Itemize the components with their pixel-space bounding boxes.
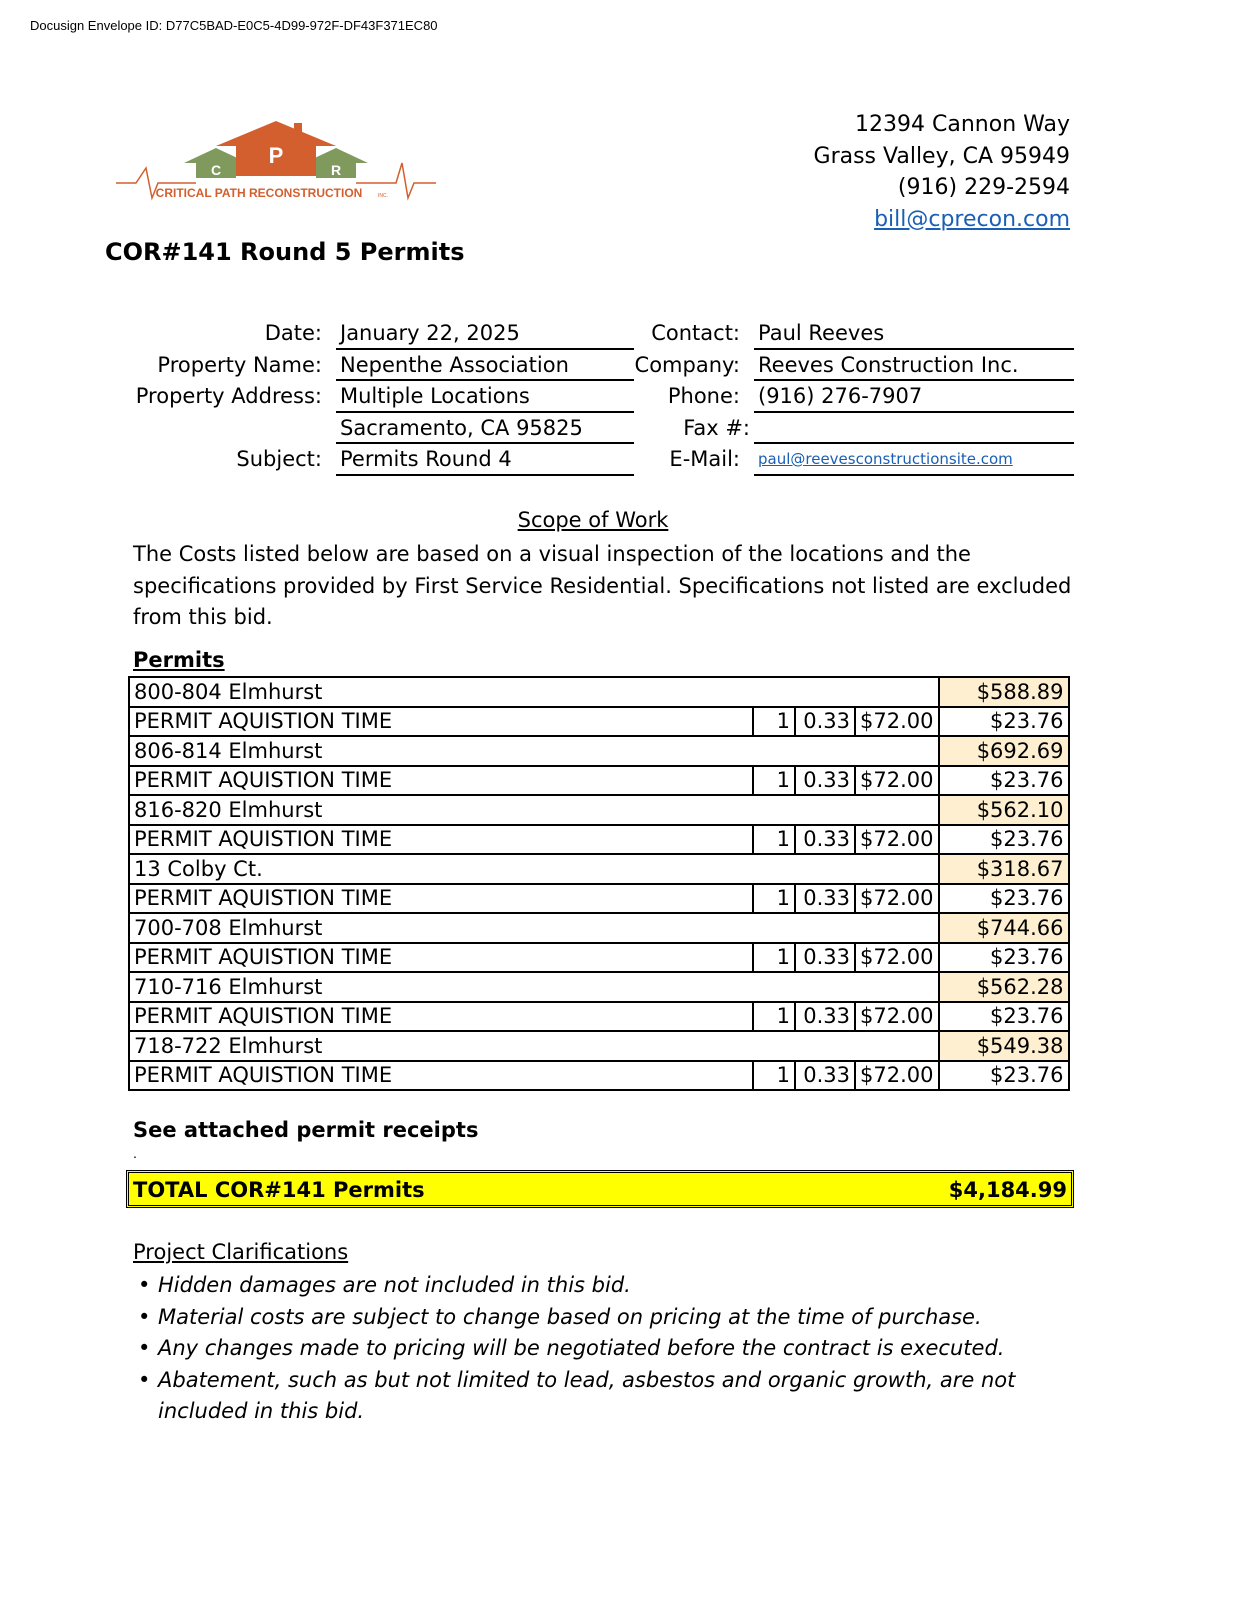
subject-label: Subject: <box>236 447 322 471</box>
contact-value: Paul Reeves <box>754 318 1074 350</box>
logo-letter-p: P <box>268 143 284 168</box>
table-row <box>129 884 1069 914</box>
date-label: Date: <box>264 321 322 345</box>
property-name-value: Nepenthe Association <box>336 350 634 382</box>
fax-value <box>754 413 1074 445</box>
clarification-text: Abatement, such as but not limited to lead, asbestos and organic growth, are not included in this bid. <box>158 1367 1016 1423</box>
scope-title: Scope of Work <box>517 508 669 532</box>
logo-letter-c: C <box>210 162 222 178</box>
phone-label: Phone: <box>667 384 740 408</box>
location-name: 718-722 Elmhurst <box>129 1031 939 1061</box>
bullet-icon: • <box>138 1304 151 1329</box>
table-row <box>129 766 1069 796</box>
document-title: COR#141 Round 5 Permits <box>105 238 465 266</box>
property-address-label: Property Address: <box>135 384 322 408</box>
bullet-icon: • <box>138 1336 151 1360</box>
phone-value: (916) 276-7907 <box>754 381 1074 413</box>
clarification-text: Material costs are subject to change based on pricing at the time of purchase. <box>158 1304 982 1329</box>
clarifications-list <box>133 1270 1073 1428</box>
company-logo <box>116 118 436 208</box>
table-row <box>129 1002 1069 1032</box>
item-description: PERMIT AQUISTION TIME <box>129 825 753 855</box>
total-label: TOTAL COR#141 Permits <box>133 1178 425 1202</box>
total-amount: $4,184.99 <box>948 1178 1067 1202</box>
item-hours: 0.33 <box>795 1002 855 1032</box>
item-description: PERMIT AQUISTION TIME <box>129 884 753 914</box>
dot-mark: . <box>133 1145 137 1161</box>
item-description: PERMIT AQUISTION TIME <box>129 1061 753 1091</box>
table-row <box>129 707 1069 737</box>
location-amount: $549.38 <box>939 1031 1069 1061</box>
item-hours: 0.33 <box>795 884 855 914</box>
item-rate: $72.00 <box>855 707 939 737</box>
location-name: 800-804 Elmhurst <box>129 677 939 707</box>
clarification-item <box>133 1270 1073 1302</box>
clarification-item <box>133 1302 1073 1334</box>
address-email-link[interactable]: bill@cprecon.com <box>874 206 1070 232</box>
item-quantity: 1 <box>753 825 795 855</box>
contact-email-link[interactable]: paul@reevesconstructionsite.com <box>754 444 1074 476</box>
item-hours: 0.33 <box>795 943 855 973</box>
item-description: PERMIT AQUISTION TIME <box>129 943 753 973</box>
table-row <box>129 825 1069 855</box>
location-name: 806-814 Elmhurst <box>129 736 939 766</box>
address-phone: (916) 229-2594 <box>897 175 1070 200</box>
clarification-text: Any changes made to pricing will be negotiated before the contract is executed. <box>158 1336 1005 1360</box>
table-row <box>129 972 1069 1002</box>
address-city: Grass Valley, CA 95949 <box>813 143 1070 169</box>
item-quantity: 1 <box>753 1061 795 1091</box>
item-amount: $23.76 <box>939 943 1069 973</box>
location-name: 700-708 Elmhurst <box>129 913 939 943</box>
total-row <box>126 1170 1074 1208</box>
company-value: Reeves Construction Inc. <box>754 350 1074 382</box>
item-rate: $72.00 <box>855 766 939 796</box>
item-description: PERMIT AQUISTION TIME <box>129 1002 753 1032</box>
table-row <box>129 913 1069 943</box>
date-value: January 22, 2025 <box>336 318 634 350</box>
item-rate: $72.00 <box>855 943 939 973</box>
location-name: 13 Colby Ct. <box>129 854 939 884</box>
company-label: Company: <box>634 352 740 377</box>
email-label: E-Mail: <box>669 447 740 471</box>
item-quantity: 1 <box>753 707 795 737</box>
property-address-value: Multiple Locations <box>336 381 634 413</box>
subject-value: Permits Round 4 <box>336 444 634 476</box>
envelope-id: Docusign Envelope ID: D77C5BAD-E0C5-4D99-972F-DF43F371EC80 <box>30 18 438 33</box>
property-address-city: Sacramento, CA 95825 <box>336 413 634 445</box>
item-quantity: 1 <box>753 943 795 973</box>
item-amount: $23.76 <box>939 825 1069 855</box>
permits-heading: Permits <box>133 648 225 672</box>
bullet-icon: • <box>138 1367 151 1392</box>
logo-letter-r: R <box>330 162 342 178</box>
clarification-item <box>133 1333 1073 1365</box>
logo-graphic <box>116 118 436 208</box>
table-row <box>129 1061 1069 1091</box>
contact-label: Contact: <box>651 321 740 345</box>
location-amount: $318.67 <box>939 854 1069 884</box>
item-hours: 0.33 <box>795 707 855 737</box>
location-name: 816-820 Elmhurst <box>129 795 939 825</box>
item-description: PERMIT AQUISTION TIME <box>129 766 753 796</box>
location-amount: $562.28 <box>939 972 1069 1002</box>
item-hours: 0.33 <box>795 766 855 796</box>
item-hours: 0.33 <box>795 825 855 855</box>
item-description: PERMIT AQUISTION TIME <box>129 707 753 737</box>
item-amount: $23.76 <box>939 1061 1069 1091</box>
logo-name: CRITICAL PATH RECONSTRUCTION <box>155 186 363 200</box>
item-amount: $23.76 <box>939 707 1069 737</box>
table-row <box>129 1031 1069 1061</box>
item-quantity: 1 <box>753 884 795 914</box>
table-row <box>129 736 1069 766</box>
bullet-icon: • <box>138 1273 151 1297</box>
info-right <box>0 318 1074 476</box>
clarification-item <box>133 1365 1073 1428</box>
fax-label: Fax #: <box>683 415 750 440</box>
address-street: 12394 Cannon Way <box>855 112 1070 137</box>
item-hours: 0.33 <box>795 1061 855 1091</box>
item-rate: $72.00 <box>855 1061 939 1091</box>
item-rate: $72.00 <box>855 1002 939 1032</box>
item-rate: $72.00 <box>855 884 939 914</box>
item-amount: $23.76 <box>939 766 1069 796</box>
location-amount: $744.66 <box>939 913 1069 943</box>
table-row <box>129 943 1069 973</box>
location-amount: $562.10 <box>939 795 1069 825</box>
item-rate: $72.00 <box>855 825 939 855</box>
permits-table <box>128 676 1070 1091</box>
location-amount: $692.69 <box>939 736 1069 766</box>
table-row <box>129 795 1069 825</box>
item-amount: $23.76 <box>939 884 1069 914</box>
property-name-label: Property Name: <box>157 352 322 377</box>
item-amount: $23.76 <box>939 1002 1069 1032</box>
clarifications-title: Project Clarifications <box>133 1240 349 1264</box>
scope-text: The Costs listed below are based on a visual inspection of the locations and the specifications provided by First Service Residential. Specifications not listed are excluded from this bid. <box>133 542 1072 629</box>
clarification-text: Hidden damages are not included in this bid. <box>158 1273 631 1297</box>
location-amount: $588.89 <box>939 677 1069 707</box>
receipts-note: See attached permit receipts <box>133 1118 479 1142</box>
location-name: 710-716 Elmhurst <box>129 972 939 1002</box>
logo-suffix: INC. <box>378 193 388 199</box>
company-address <box>814 109 1070 235</box>
item-quantity: 1 <box>753 766 795 796</box>
table-row <box>129 854 1069 884</box>
item-quantity: 1 <box>753 1002 795 1032</box>
table-row <box>129 677 1069 707</box>
